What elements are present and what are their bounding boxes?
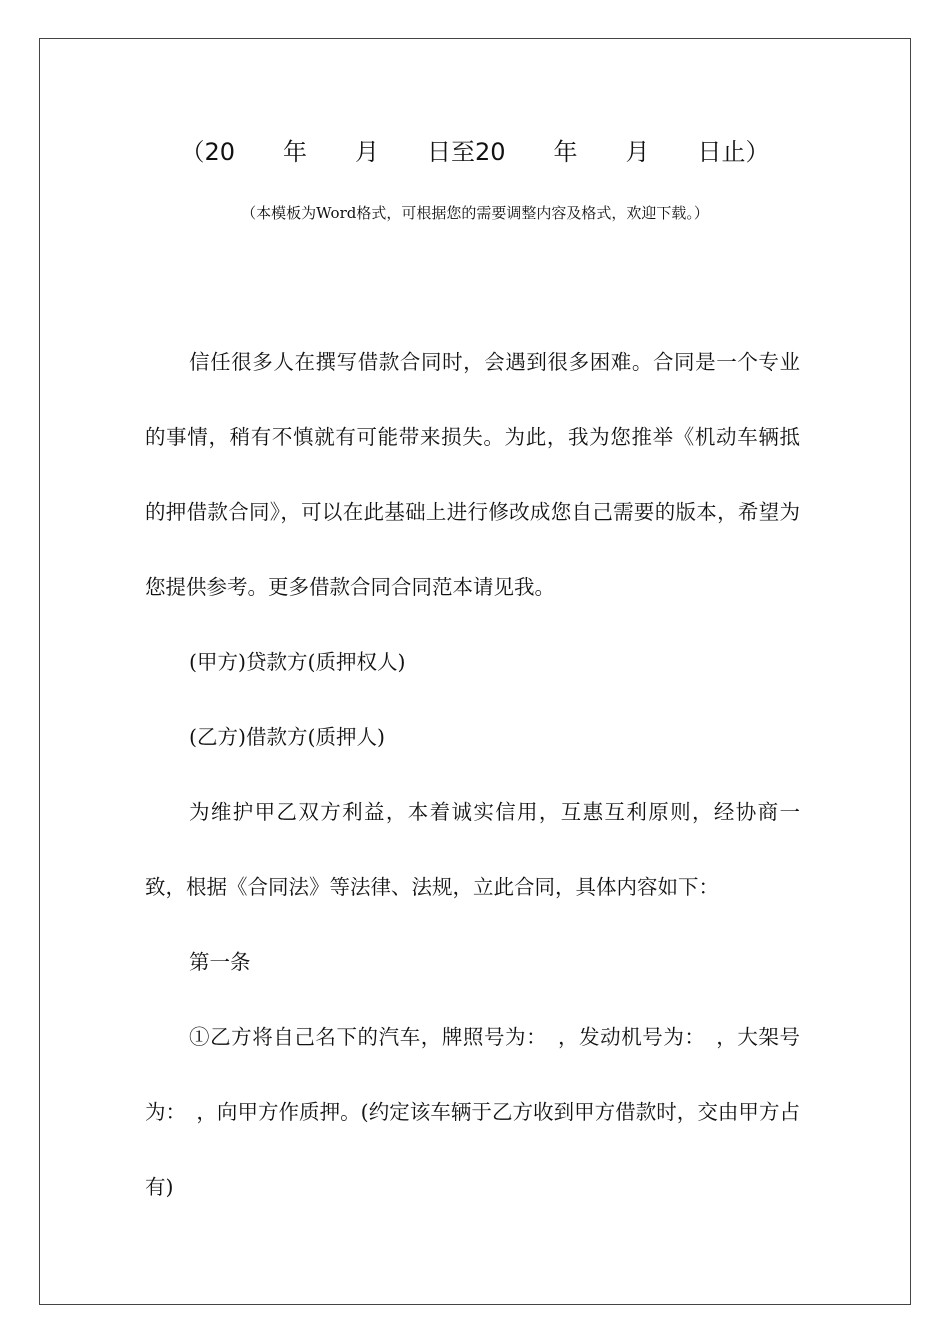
contract-period: （20 年 月 日至20 年 月 日止） [180,138,770,166]
intro-paragraph: 信任很多人在撰写借款合同时，会遇到很多困难。合同是一个专业的事情，稍有不慎就有可能带来损失。为此，我为您推举《机动车辆抵的押借款合同》，可以在此基础上进行修改成您自己需要的版本，希望为您提供参考。更多借款合同合同范本请见我。 [145,350,800,599]
clause-paragraph: ①乙方将自己名下的汽车，牌照号为： ，发动机号为： ，大架号为： ，向甲方作质押。(约定该车辆于乙方收到甲方借款时，交由甲方占有) [145,1025,800,1199]
party-b-line: (乙方)借款方(质押人) [189,725,385,749]
template-note: （本模板为Word格式，可根据您的需要调整内容及格式，欢迎下载。） [241,204,709,222]
article-heading: 第一条 [189,950,251,974]
purpose-paragraph: 为维护甲乙双方利益，本着诚实信用，互惠互利原则，经协商一致，根据《合同法》等法律、法规，立此合同，具体内容如下： [145,800,800,899]
party-a-line: (甲方)贷款方(质押权人) [189,650,406,674]
